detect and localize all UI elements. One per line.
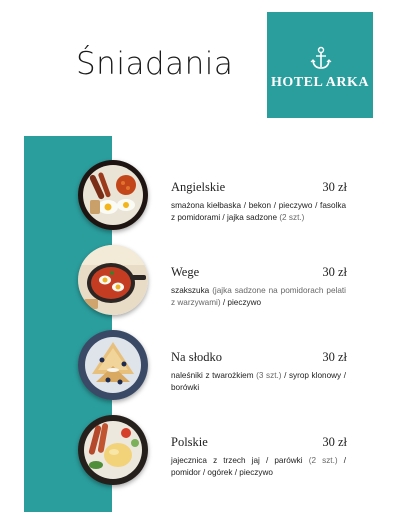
pancakes-photo [78,330,148,400]
item-price: 30 zł [322,350,347,364]
menu-item-na-slodko [0,350,410,430]
item-name: Angielskie [171,180,226,194]
polish-breakfast-photo [78,415,148,485]
page-title: Śniadania [76,46,234,82]
item-price: 30 zł [322,435,347,449]
logo-text: HOTEL ARKA [271,75,369,90]
item-name: Wege [171,265,200,279]
item-description: szakszuka (jajka sadzone na pomidorach pelati z warzywami) / pieczywo [171,286,346,307]
item-description: naleśniki z twarożkiem (3 szt.) / syrop klonowy / borówki [171,371,346,392]
item-description: smażona kiełbaska / bekon / pieczywo / fasolka z pomidorami / jajka sadzone (2 szt.) [171,201,346,222]
english-breakfast-photo [78,160,148,230]
hotel-logo [267,12,373,118]
menu-item-wege [0,265,410,345]
anchor-logo-icon [310,46,332,70]
item-name: Na słodko [171,350,223,364]
item-price: 30 zł [322,180,347,194]
menu-item-polskie [0,435,410,512]
item-description: jajecznica z trzech jaj / parówki (2 szt.) / pomidor / ogórek / pieczywo [171,456,346,477]
item-name: Polskie [171,435,208,449]
shakshuka-photo [78,245,148,315]
menu-item-angielskie [0,180,410,260]
item-price: 30 zł [322,265,347,279]
